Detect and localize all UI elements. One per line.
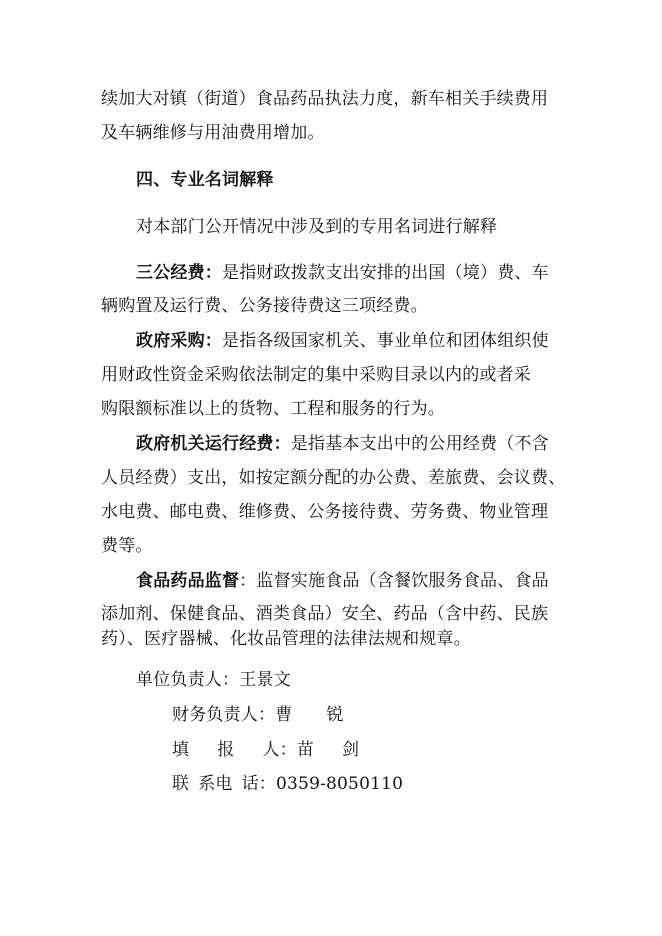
signature-phone xyxy=(172,773,403,795)
term-caigou-line-2: 用财政性资金采购依法制定的集中采购目录以内的或者采 xyxy=(101,365,531,385)
filler-label-b: 报 xyxy=(217,740,235,760)
finance-head-label: 财务负责人： xyxy=(172,705,276,725)
term-sangong-line-1 xyxy=(136,262,549,284)
finance-head-name-b: 锐 xyxy=(326,705,344,725)
term-jiandu-label: 食品药品监督 xyxy=(136,571,240,591)
phone-label-c: 话： xyxy=(241,774,277,794)
term-caigou-label: 政府采购： xyxy=(136,331,222,351)
signature-finance-head xyxy=(172,704,344,726)
signature-filler xyxy=(172,739,359,761)
term-caigou-text-1: 是指各级国家机关、事业单位和团体组织使 xyxy=(222,331,549,351)
term-yunxing-line-1 xyxy=(136,433,549,455)
filler-label-a: 填 xyxy=(172,740,190,760)
phone-label-b: 系电 xyxy=(198,774,233,794)
section-heading: 四、专业名词解释 xyxy=(136,170,274,190)
section-lead: 对本部门公开情况中涉及到的专用名词进行解释 xyxy=(136,217,498,237)
signature-unit-head xyxy=(136,669,291,691)
term-jiandu-line-3: 药）、医疗器械、化妆品管理的法律法规和规章。 xyxy=(101,629,471,649)
term-jiandu-line-2: 添加剂、保健食品、酒类食品）安全、药品（含中药、民族 xyxy=(101,604,549,624)
filler-name-b: 剑 xyxy=(342,740,360,760)
term-yunxing-line-4: 费等。 xyxy=(101,536,153,556)
term-caigou-line-1 xyxy=(136,330,549,352)
finance-head-name-a: 曹 xyxy=(275,705,293,725)
filler-label-c: 人： xyxy=(262,740,297,760)
unit-head-label: 单位负责人： xyxy=(136,670,240,690)
filler-name-a: 苗 xyxy=(296,740,315,760)
phone-label-a: 联 xyxy=(172,774,190,794)
term-yunxing-label: 政府机关运行经费： xyxy=(136,434,291,454)
intro-line-1: 续加大对镇（街道）食品药品执法力度，新车相关手续费用 xyxy=(101,89,549,109)
term-yunxing-line-3: 水电费、邮电费、维修费、公务接待费、劳务费、物业管理 xyxy=(101,502,549,522)
phone-number: 0359-8050110 xyxy=(276,774,404,794)
term-sangong-text-1: 是指财政拨款支出安排的出国（境）费、车 xyxy=(222,263,549,283)
term-jiandu-line-1 xyxy=(136,570,549,592)
term-sangong-line-2: 辆购置及运行费、公务接待费这三项经费。 xyxy=(101,296,428,316)
intro-line-2: 及车辆维修与用油费用增加。 xyxy=(101,123,325,143)
unit-head-name: 王景文 xyxy=(239,670,291,690)
term-yunxing-line-2: 人员经费）支出，如按定额分配的办公费、差旅费、会议费、 xyxy=(101,468,566,488)
term-sangong-label: 三公经费： xyxy=(136,263,222,283)
term-caigou-line-3: 购限额标准以上的货物、工程和服务的行为。 xyxy=(101,399,445,419)
term-yunxing-text-1: 是指基本支出中的公用经费（不含 xyxy=(290,434,549,454)
term-jiandu-text-1: ：监督实施食品（含餐饮服务食品、食品 xyxy=(239,571,549,591)
